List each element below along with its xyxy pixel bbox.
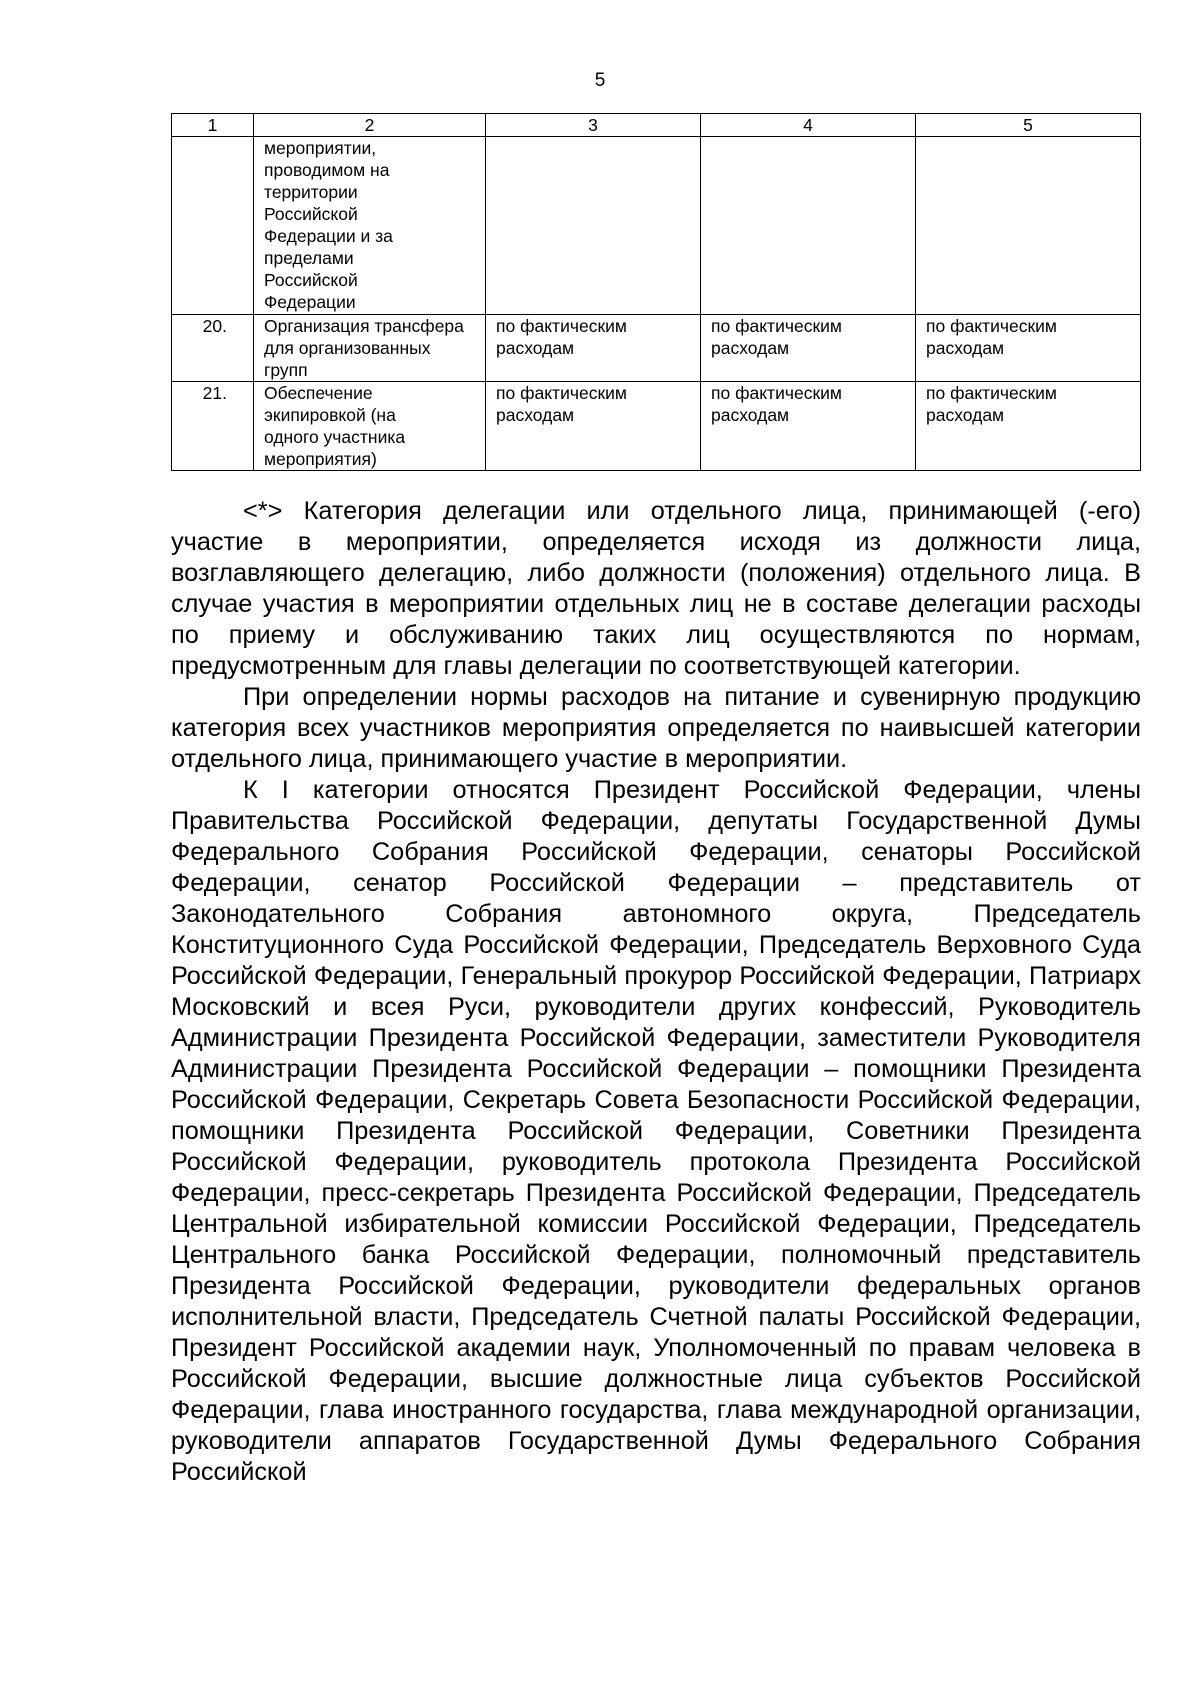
row-name-cell: мероприятии, проводимом на территории Российской Федерации и за пределами Российской Федерации: [254, 137, 486, 315]
row-value-cell: по фактическим расходам: [701, 315, 916, 382]
row-number-cell: 21.: [172, 382, 254, 471]
column-header: 5: [916, 114, 1141, 137]
table-row: [172, 315, 1141, 382]
category-one-paragraph: К I категории относятся Президент Российской Федерации, члены Правительства Российской Федерации, депутаты Государственной Думы Федерального Собрания Российской Федерации, сенаторы Российской Федерации, сенатор Российской Федерации – представитель от Законодательного Собрания автономного округа, Председатель Конституционного Суда Российской Федерации, Председатель Верховного Суда Российской Федерации, Генеральный прокурор Российской Федерации, Патриарх Московский и всея Руси, руководители других конфессий, Руководитель Администрации Президента Российской Федерации, заместители Руководителя Администрации Президента Российской Федерации – помощники Президента Российской Федерации, Секретарь Совета Безопасности Российской Федерации, помощники Президента Российской Федерации, Советники Президента Российской Федерации, руководитель протокола Президента Российской Федерации, пресс-секретарь Президента Российской Федерации, Председатель Центральной избирательной комиссии Российской Федерации, Председатель Центрального банка Российской Федерации, полномочный представитель Президента Российской Федерации, руководители федеральных органов исполнительной власти, Председатель Счетной палаты Российской Федерации, Президент Российской академии наук, Уполномоченный по правам человека в Российской Федерации, высшие должностные лица субъектов Российской Федерации, глава иностранного государства, глава международной организации, руководители аппаратов Государственной Думы Федерального Собрания Российской: [171, 776, 1141, 1486]
row-value-cell: [486, 137, 701, 315]
row-value-cell: [916, 137, 1141, 315]
body-text: [171, 496, 1141, 1488]
footnote-paragraph: <*> Категория делегации или отдельного лица, принимающей (-его) участие в мероприятии, определяется исходя из должности лица, возглавляющего делегацию, либо должности (положения) отдельного лица. В случае участия в мероприятии отдельных лиц не в составе делегации расходы по приему и обслуживанию таких лиц осуществляются по нормам, предусмотренным для главы делегации по соответствующей категории.: [171, 497, 1141, 680]
column-header: 3: [486, 114, 701, 137]
row-name-cell: Организация трансфера для организованных групп: [254, 315, 486, 382]
food-norm-paragraph: При определении нормы расходов на питание и сувенирную продукцию категория всех участников мероприятия определяется по наивысшей категории отдельного лица, принимающего участие в мероприятии.: [171, 683, 1141, 773]
row-value-cell: по фактическим расходам: [486, 382, 701, 471]
row-value-cell: по фактическим расходам: [701, 382, 916, 471]
row-value-cell: по фактическим расходам: [916, 382, 1141, 471]
column-header: 4: [701, 114, 916, 137]
row-value-cell: по фактическим расходам: [486, 315, 701, 382]
page-number: 5: [594, 70, 606, 91]
table-row: [172, 137, 1141, 315]
expense-norms-table: [171, 113, 1141, 471]
table-row: [172, 382, 1141, 471]
row-name-cell: Обеспечение экипировкой (на одного участника мероприятия): [254, 382, 486, 471]
column-header: 1: [172, 114, 254, 137]
table-header-row: [172, 114, 1141, 137]
column-header: 2: [254, 114, 486, 137]
row-value-cell: [701, 137, 916, 315]
row-number-cell: [172, 137, 254, 315]
row-value-cell: по фактическим расходам: [916, 315, 1141, 382]
row-number-cell: 20.: [172, 315, 254, 382]
